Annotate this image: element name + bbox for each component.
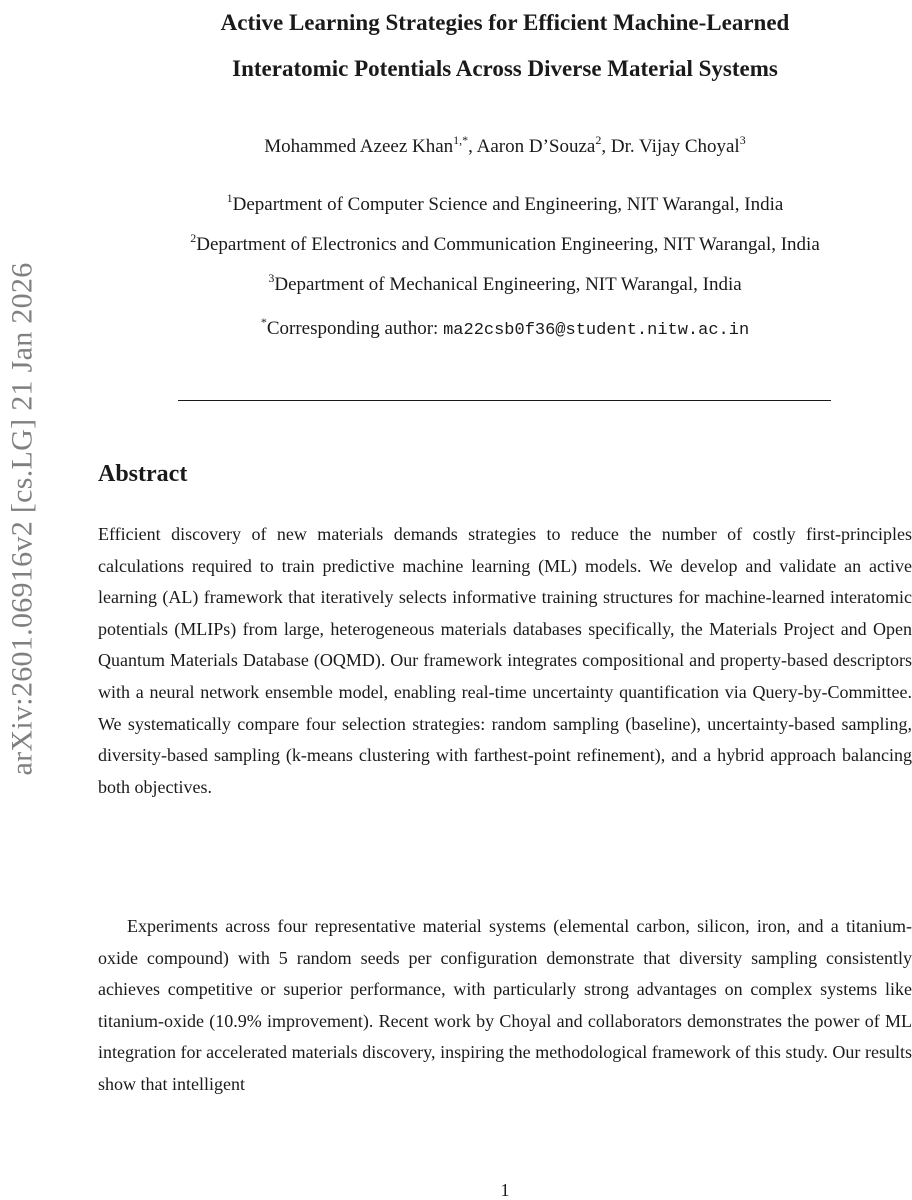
affiliation-item xyxy=(98,185,912,225)
author-list xyxy=(98,134,912,160)
corresponding-label: Corresponding author: xyxy=(266,318,444,339)
author-affiliation-mark: 3 xyxy=(739,133,746,147)
paper-title xyxy=(98,0,912,92)
page-number: 1 xyxy=(500,1180,510,1200)
arxiv-identifier-text: arXiv:2601.06916v2 [cs.LG] 21 Jan 2026 xyxy=(5,262,38,776)
title-line-2: Interatomic Potentials Across Diverse Material Systems xyxy=(232,56,778,81)
abstract-paragraph-1: Efficient discovery of new materials demands strategies to reduce the number of costly first-principles calculations required to train predictive machine learning (ML) models. We develop and validate an active learning (AL) framework that iteratively selects informative training structures for machine-learned interatomic potentials (MLIPs) from large, heterogeneous materials databases specifically, the Materials Project and Open Quantum Materials Database (OQMD). Our framework integrates compositional and property-based descriptors with a neural network ensemble model, enabling real-time uncertainty quantification via Query-by-Committee. We systematically compare four selection strategies: random sampling (baseline), uncertainty-based sampling, diversity-based sampling (k-means clustering with farthest-point refinement), and a hybrid approach balancing both objectives. xyxy=(98,524,912,797)
author-name: Mohammed Azeez Khan xyxy=(264,136,454,157)
author-name: Aaron D’Souza xyxy=(476,136,596,157)
author-affiliation-mark: 1,* xyxy=(453,133,469,147)
corresponding-mark: * xyxy=(260,315,267,329)
affiliation-item xyxy=(98,225,912,265)
affiliation-mark: 3 xyxy=(268,271,275,285)
abstract-heading: Abstract xyxy=(98,461,188,487)
author-name: Dr. Vijay Choyal xyxy=(610,136,740,157)
arxiv-identifier-stamp xyxy=(0,204,44,834)
affiliation-text: Department of Mechanical Engineering, NIT Warangal, India xyxy=(274,274,742,295)
affiliation-list xyxy=(98,185,912,305)
corresponding-email: ma22csb0f36@student.nitw.ac.in xyxy=(443,321,750,340)
title-line-1: Active Learning Strategies for Efficient Machine-Learned xyxy=(220,10,790,35)
author-separator: , xyxy=(601,136,611,157)
author-affiliation-mark: 2 xyxy=(595,133,602,147)
affiliation-mark: 1 xyxy=(226,191,233,205)
title-divider-rule xyxy=(178,400,831,401)
abstract-paragraph-2: Experiments across four representative material systems (elemental carbon, silicon, iron, and a titanium-oxide compound) with 5 random seeds per configuration demonstrate that diversity sampling consistently achieves competitive or superior performance, with particularly strong advantages on complex systems like titanium-oxide (10.9% improvement). Recent work by Choyal and collaborators demonstrates the power of ML integration for accelerated materials discovery, inspiring the methodological framework of this study. Our results show that intelligent xyxy=(98,916,912,1094)
author-separator: , xyxy=(468,136,477,157)
affiliation-text: Department of Computer Science and Engineering, NIT Warangal, India xyxy=(232,194,784,215)
affiliation-text: Department of Electronics and Communication Engineering, NIT Warangal, India xyxy=(196,234,820,255)
corresponding-author xyxy=(98,316,912,344)
affiliation-mark: 2 xyxy=(190,231,197,245)
affiliation-item xyxy=(98,265,912,305)
